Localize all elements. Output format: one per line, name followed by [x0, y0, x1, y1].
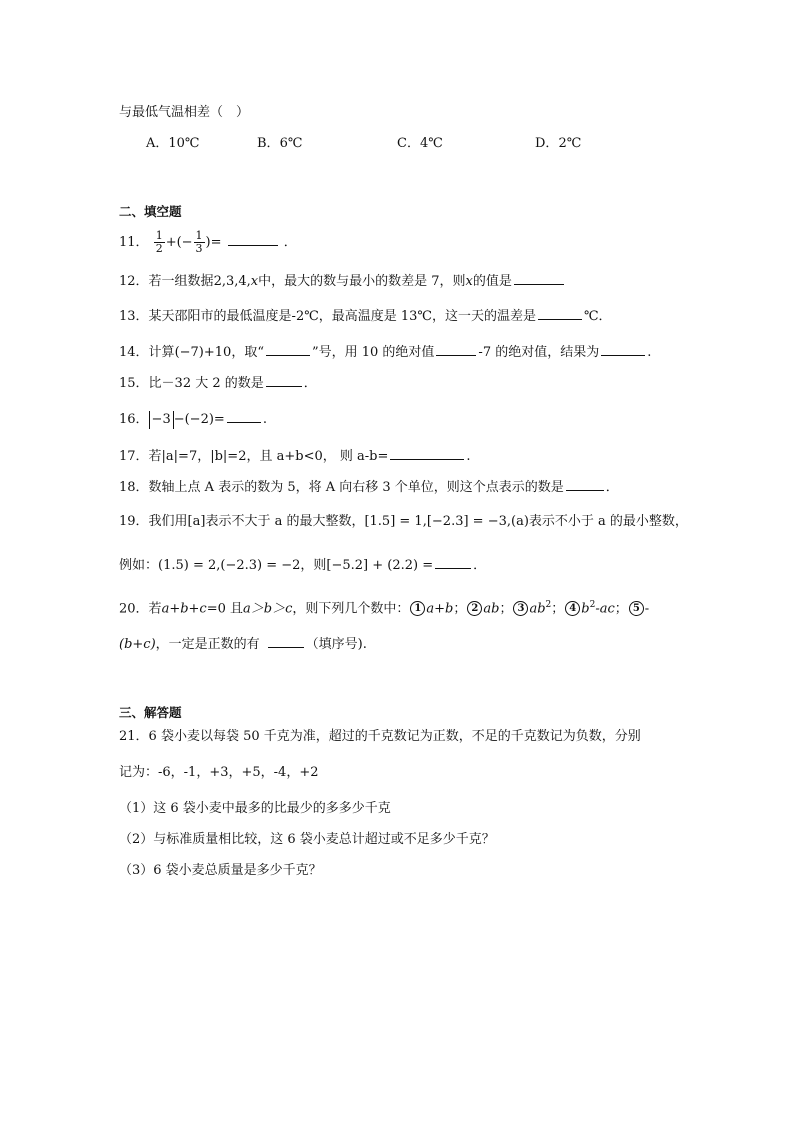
question-11: 11． $\frac{1}{2}$ +(− $\frac{1}{3}$ )= ．: [119, 229, 297, 255]
answer-blank: [228, 232, 278, 246]
fraction-one-half: $\frac{1}{2}$: [155, 229, 163, 255]
option-a: A．10℃: [146, 136, 200, 151]
question-19-line1: 19．我们用[a]表示不大于 a 的最大整数，[1.5] = 1,[−2.3] = −3,(a)表示不小于 a 的最小整数，: [119, 514, 688, 529]
absolute-value: −3: [149, 411, 174, 429]
fraction-one-third: $\frac{1}{3}$: [195, 229, 203, 255]
option-b: B．6℃: [257, 136, 303, 151]
circled-number-5: 5: [629, 601, 644, 616]
circled-number-4: 4: [565, 601, 580, 616]
answer-blank: [266, 373, 302, 387]
question-21-sub1: （1）这 6 袋小麦中最多的比最少的多多少千克: [119, 801, 391, 816]
question-21-sub2: （2）与标准质量相比较，这 6 袋小麦总计超过或不足多少千克？: [119, 832, 495, 847]
answer-blank: [266, 342, 310, 356]
question-14: 14．计算(−7)+10，取“ ”号，用 10 的绝对值 -7 的绝对值，结果为 .: [119, 342, 651, 362]
question-13: 13．某天邵阳市的最低温度是-2℃，最高温度是 13℃，这一天的温差是 ℃．: [119, 306, 612, 326]
question-12: 12．若一组数据2,3,4,x中，最大的数与最小的数差是 7，则x的值是: [119, 271, 566, 291]
question-20-line1: 20．若a+b+c=0 且a＞b＞c，则下列几个数中： 1 a+b； 2 ab； 3 $ab^2$； 4 $b^2-ac$； 5 -: [119, 600, 650, 617]
answer-blank: [227, 409, 261, 423]
question-17: 17．若|a|=7，|b|=2，且 a+b<0， 则 a-b= .: [119, 446, 471, 466]
question-16: 16． −3 −(−2)= .: [119, 409, 267, 429]
circled-number-1: 1: [410, 601, 425, 616]
question-15: 15．比－32 大 2 的数是 ．: [119, 373, 317, 393]
prev-question-text: 与最低气温相差（ ）: [119, 105, 250, 120]
answer-blank: [514, 271, 564, 285]
answer-blank: [268, 634, 304, 648]
circled-number-3: 3: [513, 601, 528, 616]
section3-heading: 三、解答题: [119, 705, 182, 720]
option-c: C．4℃: [397, 136, 443, 151]
circled-number-2: 2: [467, 601, 482, 616]
answer-blank: [538, 306, 582, 320]
answer-blank: [566, 477, 604, 491]
question-21-sub3: （3）6 袋小麦总质量是多少千克？: [119, 863, 322, 878]
option-d: D．2℃: [535, 136, 582, 151]
question-20-line2: (b+c)，一定是正数的有 （填序号).: [119, 634, 367, 654]
section2-heading: 二、填空题: [119, 204, 182, 219]
question-19-line2: 例如：(1.5) = 2,(−2.3) = −2，则[−5.2] + (2.2) = ．: [119, 555, 486, 575]
answer-blank: [390, 446, 464, 460]
question-21-line1: 21．6 袋小麦以每袋 50 千克为准，超过的千克数记为正数，不足的千克数记为负数，分别: [119, 729, 641, 744]
answer-blank: [601, 342, 645, 356]
question-21-line2: 记为：-6，-1，+3，+5，-4，+2: [119, 765, 319, 780]
answer-blank: [436, 342, 476, 356]
question-18: 18．数轴上点 A 表示的数为 5，将 A 向右移 3 个单位，则这个点表示的数是 ．: [119, 477, 619, 497]
answer-blank: [435, 555, 471, 569]
